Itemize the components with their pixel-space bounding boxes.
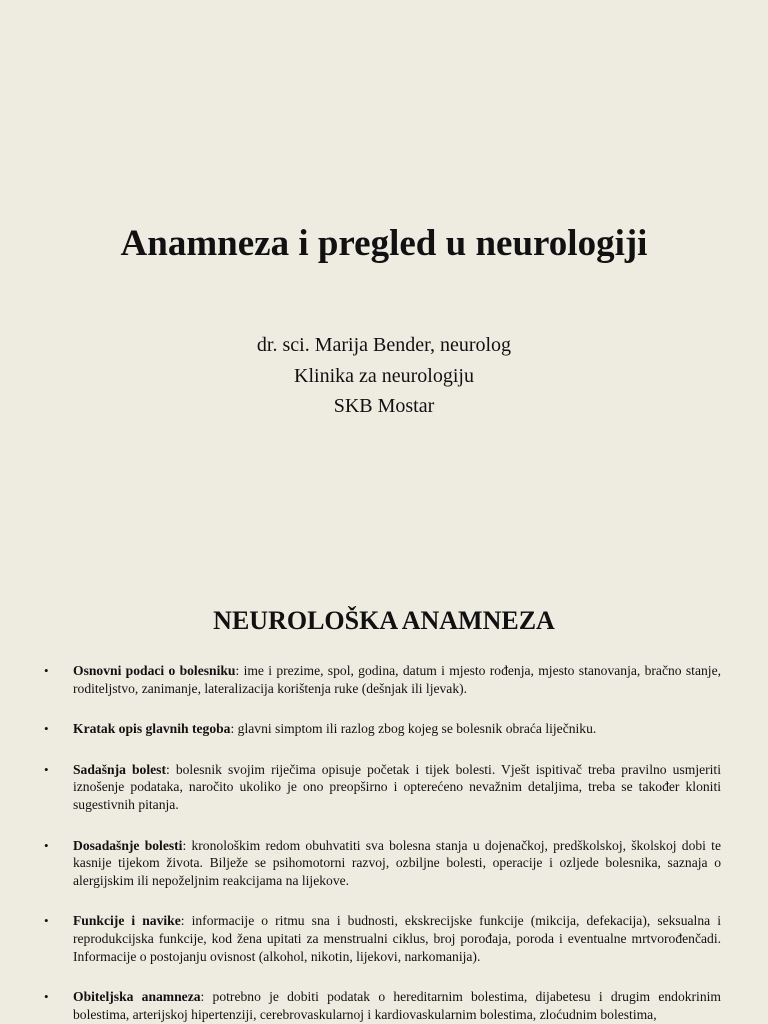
bullet-family-history	[44, 988, 721, 1023]
author-block	[0, 330, 768, 422]
bullet-icon: •	[44, 721, 49, 737]
bullet-icon: •	[44, 989, 49, 1005]
bullet-present-illness	[44, 761, 721, 814]
author-name: dr. sci. Marija Bender, neurolog	[256, 334, 512, 356]
bullet-functions-habits	[44, 912, 721, 965]
bullet-main-complaints	[44, 720, 721, 738]
section-heading: NEUROLOŠKA ANAMNEZA	[213, 606, 555, 635]
anamnesis-bullet-list	[0, 662, 768, 1023]
bullet-term: Sadašnja bolest	[73, 761, 166, 777]
bullet-icon: •	[44, 663, 49, 678]
bullet-basic-data	[44, 662, 721, 697]
bullet-text: : informacije o ritmu sna i budnosti, ekskrecijske funkcije (mikcija, defekacija), seksualna i reprodukcijska funkcije, kod žena upitati za menstrualni ciklus, broj porođaja, poroda i eventualne mrtvorođenčadi. Informacije o postojanju ovisnost (alkohol, nikotin, lijekovi, narkomanija).	[73, 913, 721, 964]
author-hospital: SKB Mostar	[333, 395, 435, 417]
bullet-term: Funkcije i navike	[73, 913, 181, 929]
bullet-icon: •	[44, 761, 49, 777]
bullet-text: : kronološkim redom obuhvatiti sva bolesna stanja u dojenačkoj, predškolskoj, školskoj dobi te kasnije tijekom života. Bilježe se psihomotorni razvoj, ozbiljne bolesti, operacije i ozljede bolesnika, saznaja o alergijskim ili nepoželjnim reakcijama na lijekove.	[73, 837, 721, 888]
bullet-text: : potrebno je dobiti podatak o hereditarnim bolestima, dijabetesu i drugim endokrinim bolestima, arterijskoj hipertenziji, cerebrovaskularnoj i kardiovaskularnim bolestima, zloćudnim bolestima,	[73, 989, 721, 1022]
author-department: Klinika za neurologiju	[294, 364, 474, 387]
bullet-past-illnesses	[44, 837, 721, 890]
bullet-text: : ime i prezime, spol, godina, datum i mjesto rođenja, mjesto stanovanja, bračno stanje, roditeljstvo, zanimanje, lateralizacija korištenja ruke (dešnjak ili ljevak).	[73, 663, 721, 696]
bullet-term: Dosadašnje bolesti	[73, 837, 183, 853]
bullet-term: Obiteljska anamneza	[73, 989, 201, 1005]
bullet-text: : bolesnik svojim riječima opisuje početak i tijek bolesti. Vješt ispitivač treba pravilno usmjeriti iznošenje podataka, naročito ukoliko je ono preopširno i opterećeno nevažnim detaljima, treba se također kloniti sugestivnih pitanja.	[73, 761, 721, 812]
bullet-term: Kratak opis glavnih tegoba	[73, 721, 231, 737]
bullet-text: : glavni simptom ili razlog zbog kojeg se bolesnik obraća liječniku.	[230, 721, 597, 737]
bullet-icon: •	[44, 913, 49, 929]
slide-title: Anamneza i pregled u neurologiji	[120, 223, 648, 264]
bullet-icon: •	[44, 837, 49, 853]
bullet-term: Osnovni podaci o bolesniku	[73, 663, 236, 678]
